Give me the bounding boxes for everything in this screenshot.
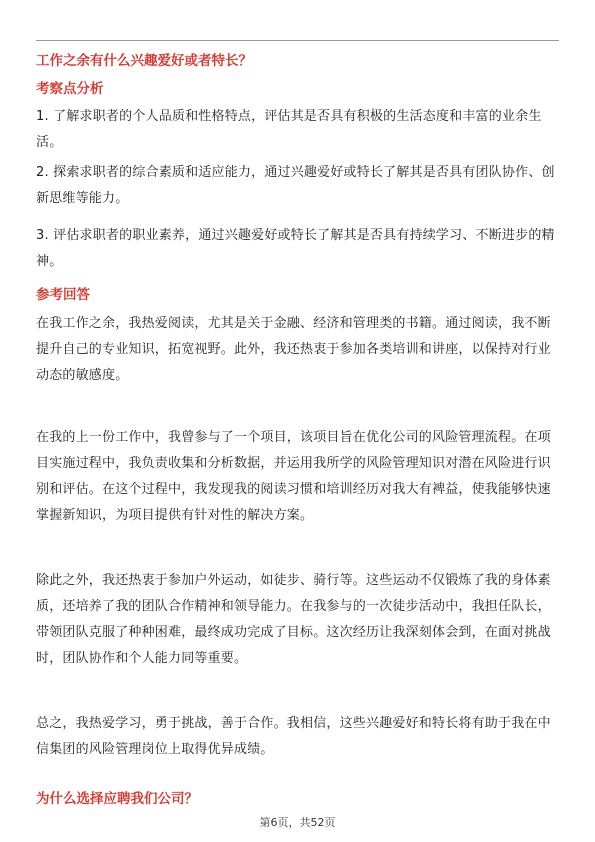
analysis-heading: 考察点分析 [36,81,104,97]
page-number: 第6页，共52页 [259,816,336,829]
answer-paragraph-1: 在我工作之余，我热爱阅读，尤其是关于金融、经济和管理类的书籍。通过阅读，我不断提升自己的专业知识，拓宽视野。此外，我还热衷于参加各类培训和讲座，以保持对行业动态的敏感度。 [36,316,551,383]
question-title: 工作之余有什么兴趣爱好或者特长？ [36,53,252,69]
analysis-point-3: 3. 评估求职者的职业素养，通过兴趣爱好或特长了解其是否具有持续学习、不断进步的精神。 [36,228,555,269]
answer-heading: 参考回答 [36,287,90,303]
analysis-point-2: 2. 探索求职者的综合素质和适应能力，通过兴趣爱好或特长了解其是否具有团队协作、创新思维等能力。 [36,165,555,206]
analysis-point-1: 1. 了解求职者的个人品质和性格特点，评估其是否具有积极的生活态度和丰富的业余生活。 [36,109,542,150]
answer-paragraph-3: 除此之外，我还热衷于参加户外运动，如徒步、骑行等。这些运动不仅锻炼了我的身体素质，还培养了我的团队合作精神和领导能力。在我参与的一次徒步活动中，我担任队长，带领团队克服了种种困难，最终成功完成了目标。这次经历让我深刻体会到，在面对挑战时，团队协作和个人能力同等重要。 [36,573,551,666]
header-rule [36,40,559,41]
answer-paragraph-2: 在我的上一份工作中，我曾参与了一个项目，该项目旨在优化公司的风险管理流程。在项目实施过程中，我负责收集和分析数据，并运用我所学的风险管理知识对潜在风险进行识别和评估。在这个过程中，我发现我的阅读习惯和培训经历对我大有裨益，使我能够快速掌握新知识，为项目提供有针对性的解决方案。 [36,430,551,523]
next-question-title: 为什么选择应聘我们公司？ [36,791,198,807]
answer-paragraph-4: 总之，我热爱学习，勇于挑战，善于合作。我相信，这些兴趣爱好和特长将有助于我在中信集团的风险管理岗位上取得优异成绩。 [36,716,551,757]
